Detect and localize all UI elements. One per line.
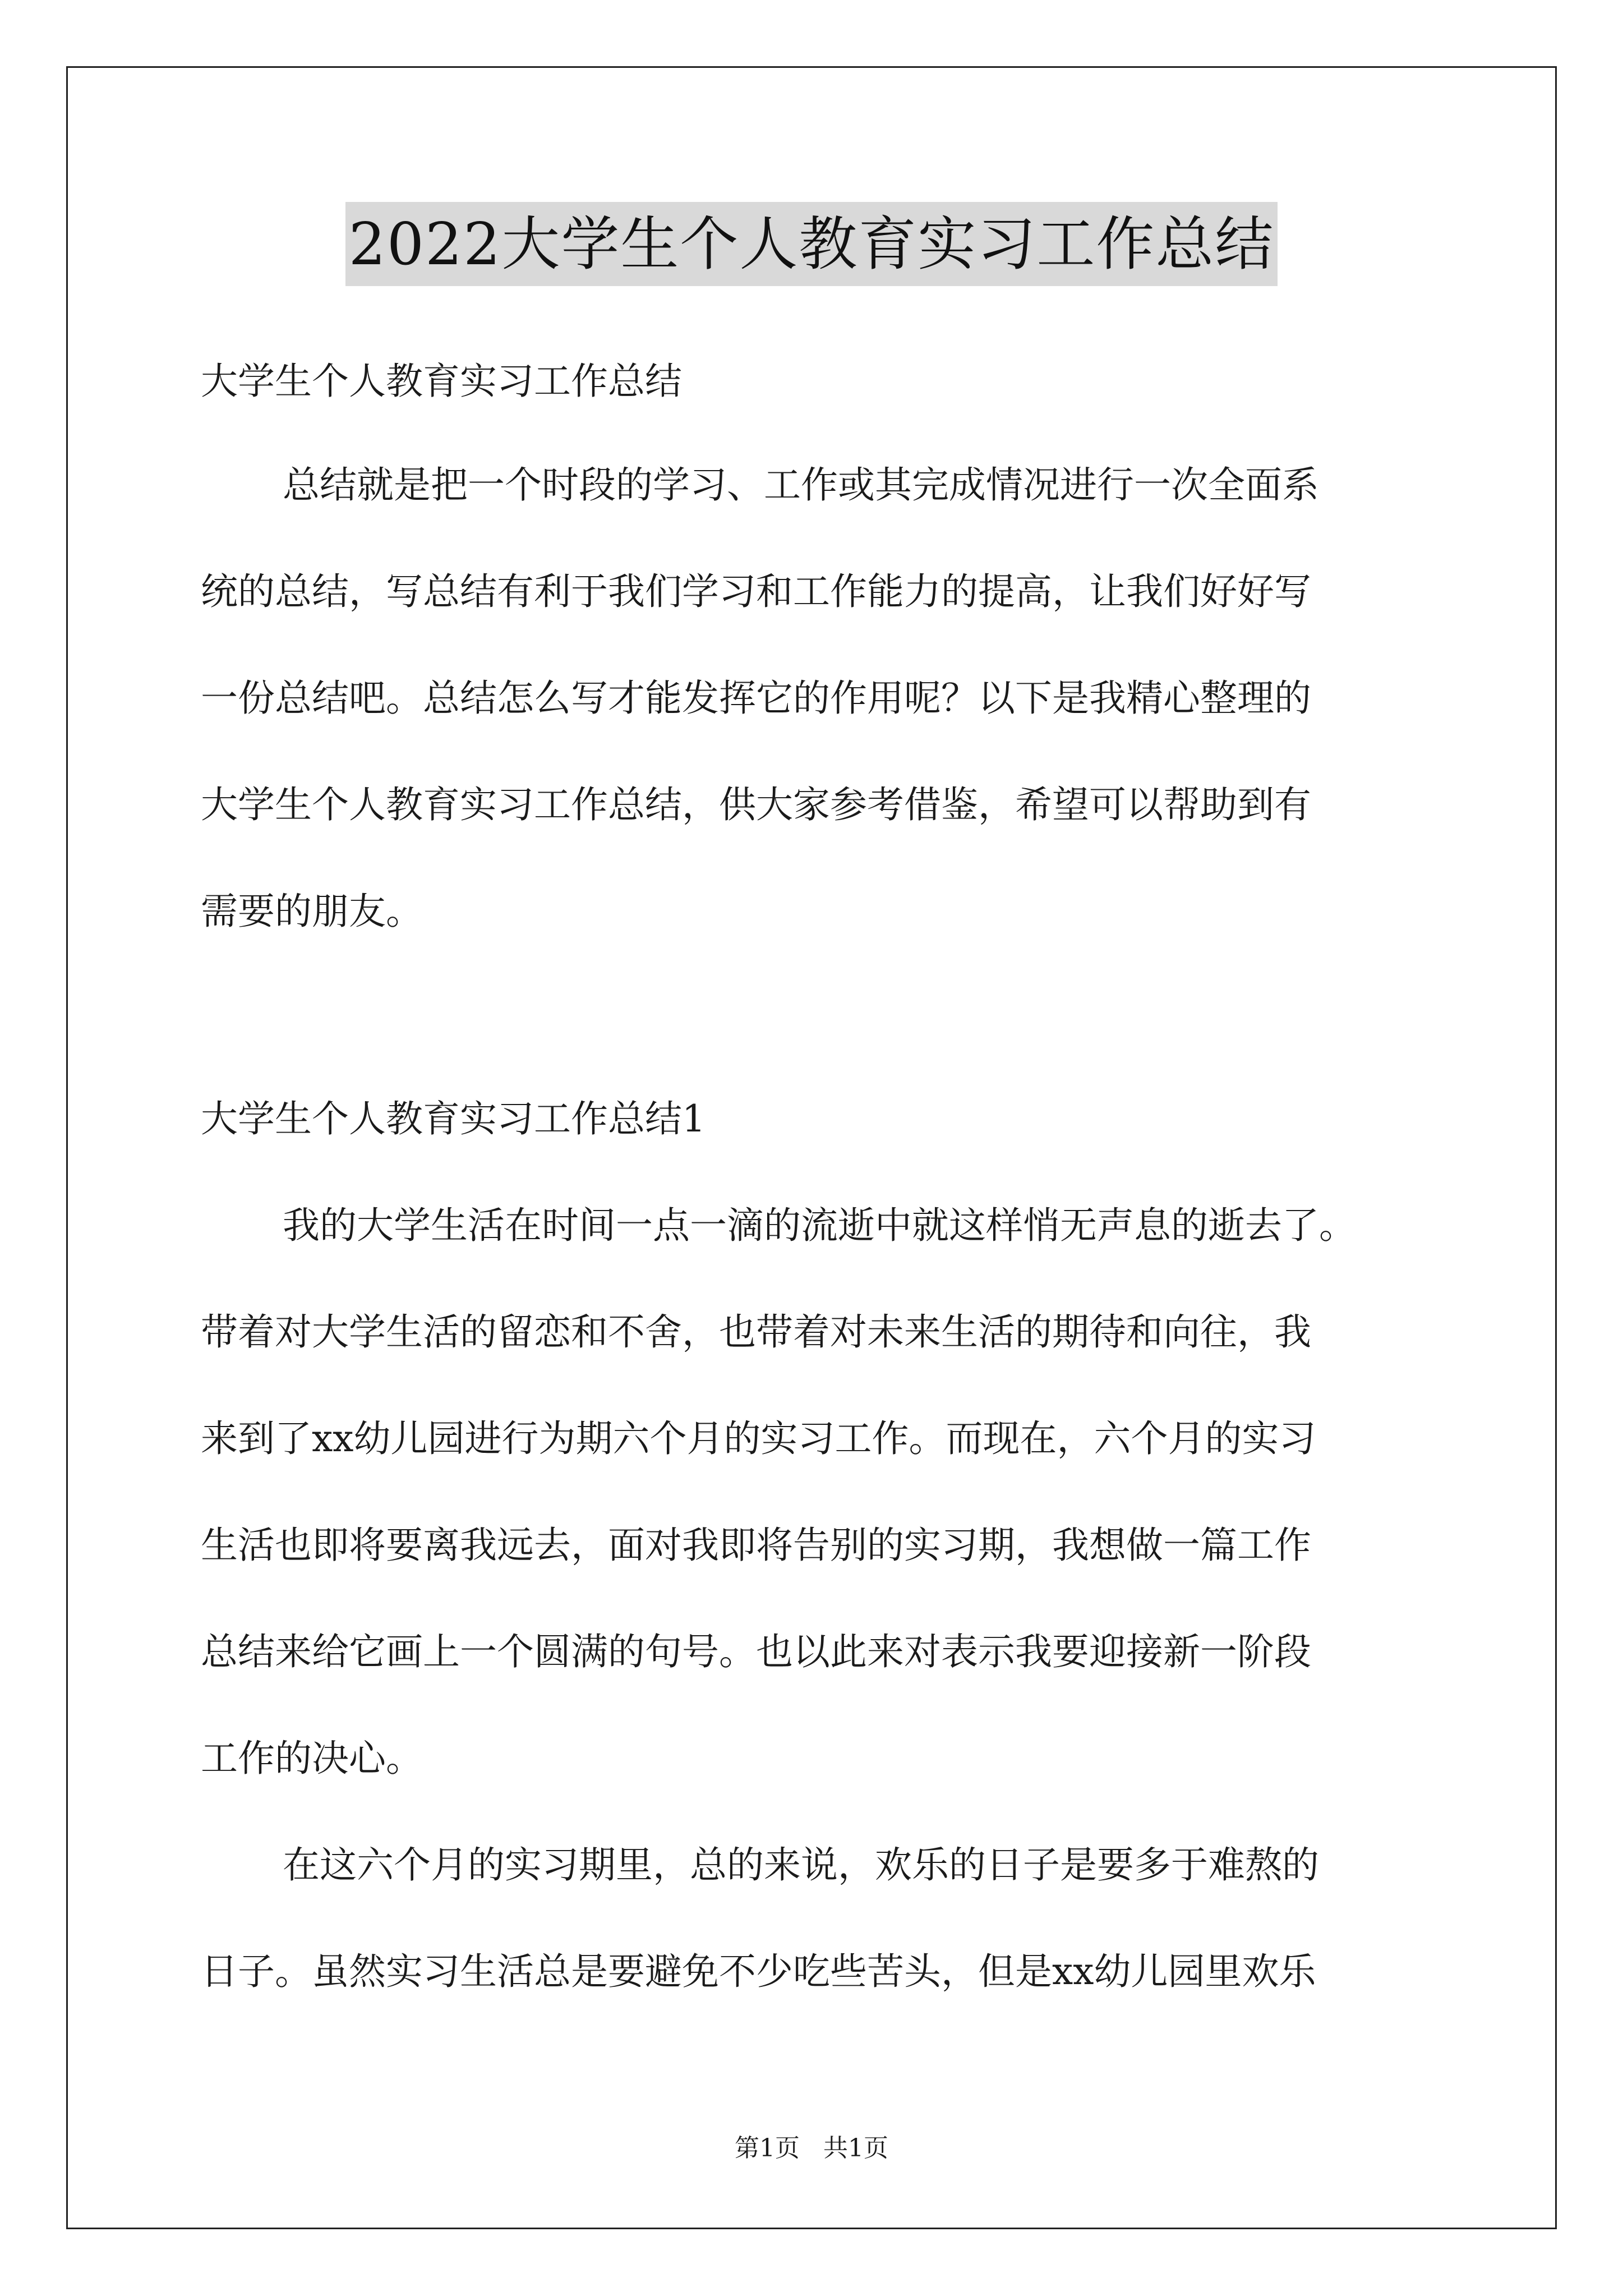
section1-para1-line-2: 带着对大学生活的留恋和不舍，也带着对未来生活的期待和向往，我 (201, 1310, 1311, 1354)
section1-para1-line-4: 生活也即将要离我远去，面对我即将告别的实习期，我想做一篇工作 (201, 1524, 1311, 1567)
section1-para1-line-6: 工作的决心。 (201, 1737, 423, 1780)
section1-para2-line-1: 在这六个月的实习期里，总的来说，欢乐的日子是要多于难熬的 (283, 1843, 1319, 1887)
page-footer: 第1页 共1页 (735, 2134, 888, 2162)
intro-line-3: 一份总结吧。总结怎么写才能发挥它的作用呢？以下是我精心整理的 (201, 677, 1311, 720)
document-title: 2022大学生个人教育实习工作总结 (345, 202, 1278, 286)
section1-para2-line-2: 日子。虽然实习生活总是要避免不少吃些苦头，但是xx幼儿园里欢乐 (201, 1950, 1316, 1993)
section1-heading: 大学生个人教育实习工作总结1 (201, 1097, 706, 1140)
intro-line-2: 统的总结，写总结有利于我们学习和工作能力的提高，让我们好好写 (201, 570, 1311, 613)
intro-line-5: 需要的朋友。 (201, 890, 423, 933)
intro-line-4: 大学生个人教育实习工作总结，供大家参考借鉴，希望可以帮助到有 (201, 783, 1311, 826)
subtitle: 大学生个人教育实习工作总结 (201, 360, 682, 403)
section1-para1-line-5: 总结来给它画上一个圆满的句号。也以此来对表示我要迎接新一阶段 (201, 1630, 1311, 1673)
title-container (0, 202, 1623, 286)
section1-para1-line-1: 我的大学生活在时间一点一滴的流逝中就这样悄无声息的逝去了。 (283, 1204, 1356, 1247)
section1-para1-line-3: 来到了xx幼儿园进行为期六个月的实习工作。而现在，六个月的实习 (201, 1417, 1316, 1460)
intro-line-1: 总结就是把一个时段的学习、工作或其完成情况进行一次全面系 (283, 463, 1319, 507)
